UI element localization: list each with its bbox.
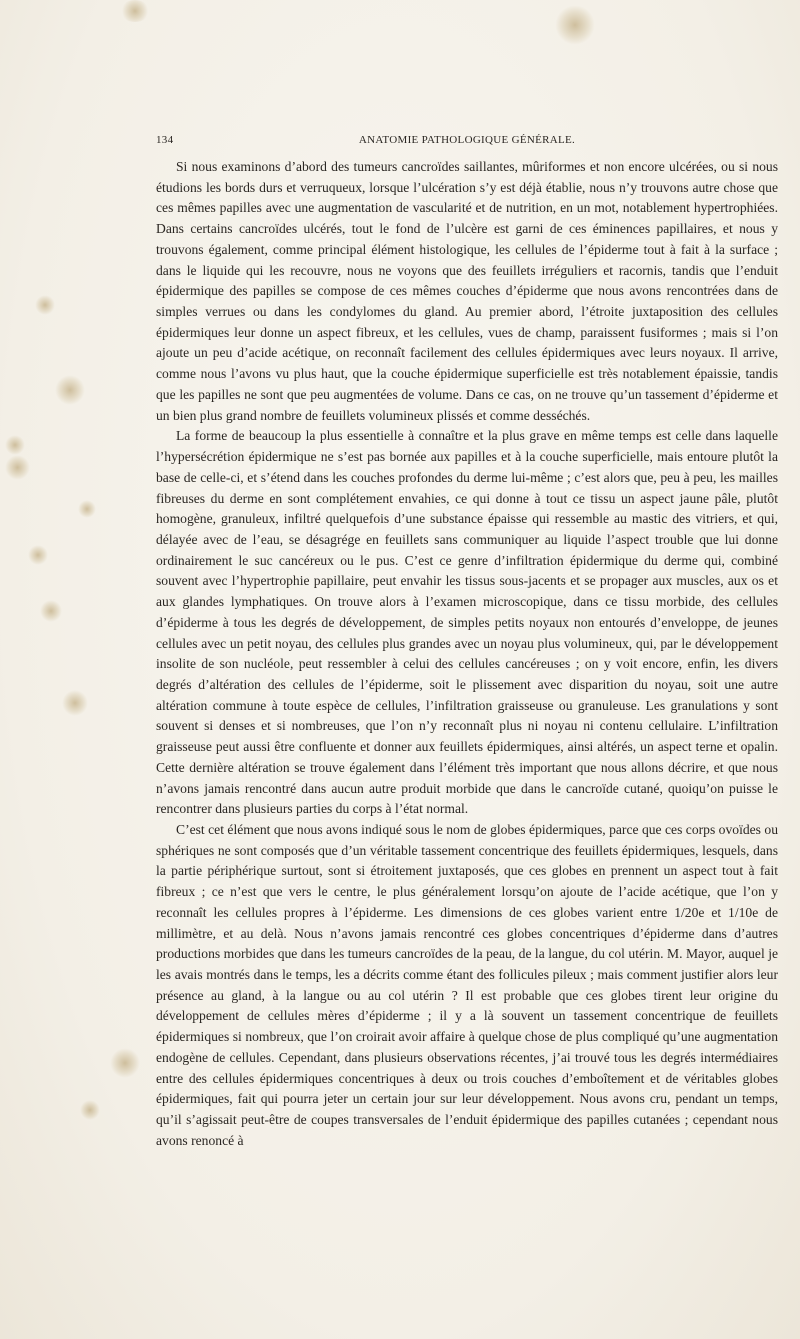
foxing-spot <box>55 375 85 405</box>
paragraph: C’est cet élément que nous avons indiqué sous le nom de globes épidermiques, parce que ces corps ovoïdes ou sphériques ne sont composés que d’un véritable tassement concentrique des feuillets épidermiques, lesquels, dans la partie périphérique surtout, sont si étroitement juxtaposés, que ces globes en prennent un aspect tout à fait fibreux ; ce n’est que vers le centre, le plus généralement lorsqu’on ajoute de l’acide acétique, que l’on y reconnaît les cellules propres à l’épiderme. Les dimensions de ces globes varient entre 1/20e et 1/10e de millimètre, et au delà. Nous n’avons jamais rencontré ces globes concentriques d’épiderme dans d’autres productions morbides que dans les tumeurs cancroïdes de la peau, de la langue, du col utérin. M. Mayor, auquel je les avais montrés dans le temps, les a décrits comme étant des follicules pileux ; mais comment justifier alors leur présence au gland, à la langue ou au col utérin ? Il est probable que ces globes tirent leur origine du développement de cellules mères d’épiderme ; il y a là souvent un tassement concentrique de feuillets épidermiques si nombreux, que l’on croirait avoir affaire à quelque chose de plus compliqué qu’une augmentation endogène de cellules. Cependant, dans plusieurs observations récentes, j’ai trouvé tous les degrés intermédiaires entre des cellules épidermiques concentriques à deux ou trois couches d’emboîtement et de véritables globes épidermiques, fait qui pourra jeter un certain jour sur leur développement. Nous avons cru, pendant un temps, qu’il s’agissait peut-être de coupes transversales de l’enduit épidermique des papilles cutanées ; cependant nous avons renoncé à <box>156 822 778 1148</box>
foxing-spot <box>120 0 150 22</box>
foxing-spot <box>5 455 30 480</box>
paragraph: Si nous examinons d’abord des tumeurs cancroïdes saillantes, mûriformes et non encore ulcérées, ou si nous étudions les bords durs et verruqueux, lorsque l’ulcération s’y est déjà établie, nous n’y trouvons autre chose que ces mêmes papilles avec une augmentation de vascularité et de nutrition, en un mot, notablement hypertrophiées. Dans certains cancroïdes ulcérés, tout le fond de l’ulcère est garni de ces éminences papillaires, et nous y trouvons également, comme principal élément histologique, les cellules de l’épiderme tout à fait à la surface ; dans le liquide qui les recouvre, nous ne voyons que des feuillets irréguliers et racornis, tandis que l’enduit épidermique des papilles se compose de ces mêmes couches d’épiderme que nous avons rencontrées dans de simples verrues ou dans les condylomes du gland. Au premier abord, l’étroite juxtaposition des cellules épidermiques leur donne un aspect fibreux, et les cellules, vues de champ, paraissent fusiformes ; mais si l’on ajoute un peu d’acide acétique, on reconnaît facilement des cellules épidermiques avec leurs noyaux. Il arrive, comme nous l’avons vu plus haut, que la couche épidermique superficielle est très notablement épaissie, tandis que les papilles ne sont que peu augmentées de volume. Dans ce cas, on ne trouve qu’un tassement d’épiderme et un bien plus grand nombre de feuillets volumineux plissés et comme desséchés. <box>156 159 778 423</box>
foxing-spot <box>62 690 88 716</box>
foxing-spot <box>110 1048 140 1078</box>
running-title: ANATOMIE PATHOLOGIQUE GÉNÉRALE. <box>358 134 576 146</box>
foxing-spot <box>555 5 595 45</box>
foxing-spot <box>78 500 96 518</box>
foxing-spot <box>5 435 25 455</box>
foxing-spot <box>28 545 48 565</box>
foxing-spot <box>80 1100 100 1120</box>
page-number: 134 <box>156 134 174 146</box>
foxing-spot <box>40 600 62 622</box>
foxing-spot <box>35 295 55 315</box>
body-text <box>156 157 778 1152</box>
page-header <box>156 134 778 150</box>
paragraph: La forme de beaucoup la plus essentielle à connaître et la plus grave en même temps est celle dans laquelle l’hypersécrétion épidermique ne s’est pas bornée aux papilles et à la couche superficielle, mais entoure plutôt la base de celle-ci, et s’étend dans les couches profondes du derme lui-même ; c’est alors que, peu à peu, les mailles fibreuses du derme en sont complétement envahies, ce qui donne à tout ce tissu un aspect jaune pâle, plutôt homogène, granuleux, infiltré quelquefois d’une substance épaisse qui ressemble au mastic des vitriers, et qui, délayée avec de l’eau, se désagrége en feuillets sans communiquer au liquide l’aspect trouble que lui donne ordinairement le suc cancéreux ou le pus. C’est ce genre d’infiltration épidermique du derme qui, combiné souvent avec l’hypertrophie papillaire, peut envahir les tissus sous-jacents et se propager aux muscles, aux os et aux glandes lymphatiques. On trouve alors à l’examen microscopique, dans ce tissu morbide, des cellules d’épiderme à tous les degrés de développement, de simples petits noyaux non entourés d’enveloppe, de jeunes cellules avec un petit noyau, des cellules plus grandes avec un noyau plus volumineux, qui, par le développement insolite de son nucléole, peut ressembler à celui des cellules cancéreuses ; on y voit encore, enfin, les divers degrés d’altération des cellules de l’épiderme, soit le plissement avec disparition du noyau, soit une autre altération commune à toute espèce de cellules, l’infiltration graisseuse ou granuleuse. Les granulations y sont souvent si denses et si nombreuses, que l’on n’y reconnaît plus ni noyau ni contenu cellulaire. L’infiltration graisseuse peut aussi être confluente et donner aux feuillets épidermiques, ainsi altérés, un aspect terne et opalin. Cette dernière altération se trouve également dans l’élément très important que nous allons décrire, et que nous n’avons jamais rencontré dans aucun autre produit morbide que dans le cancroïde cutané, quoiqu’on puisse le rencontrer dans plusieurs parties du corps à l’état normal. <box>156 428 778 817</box>
